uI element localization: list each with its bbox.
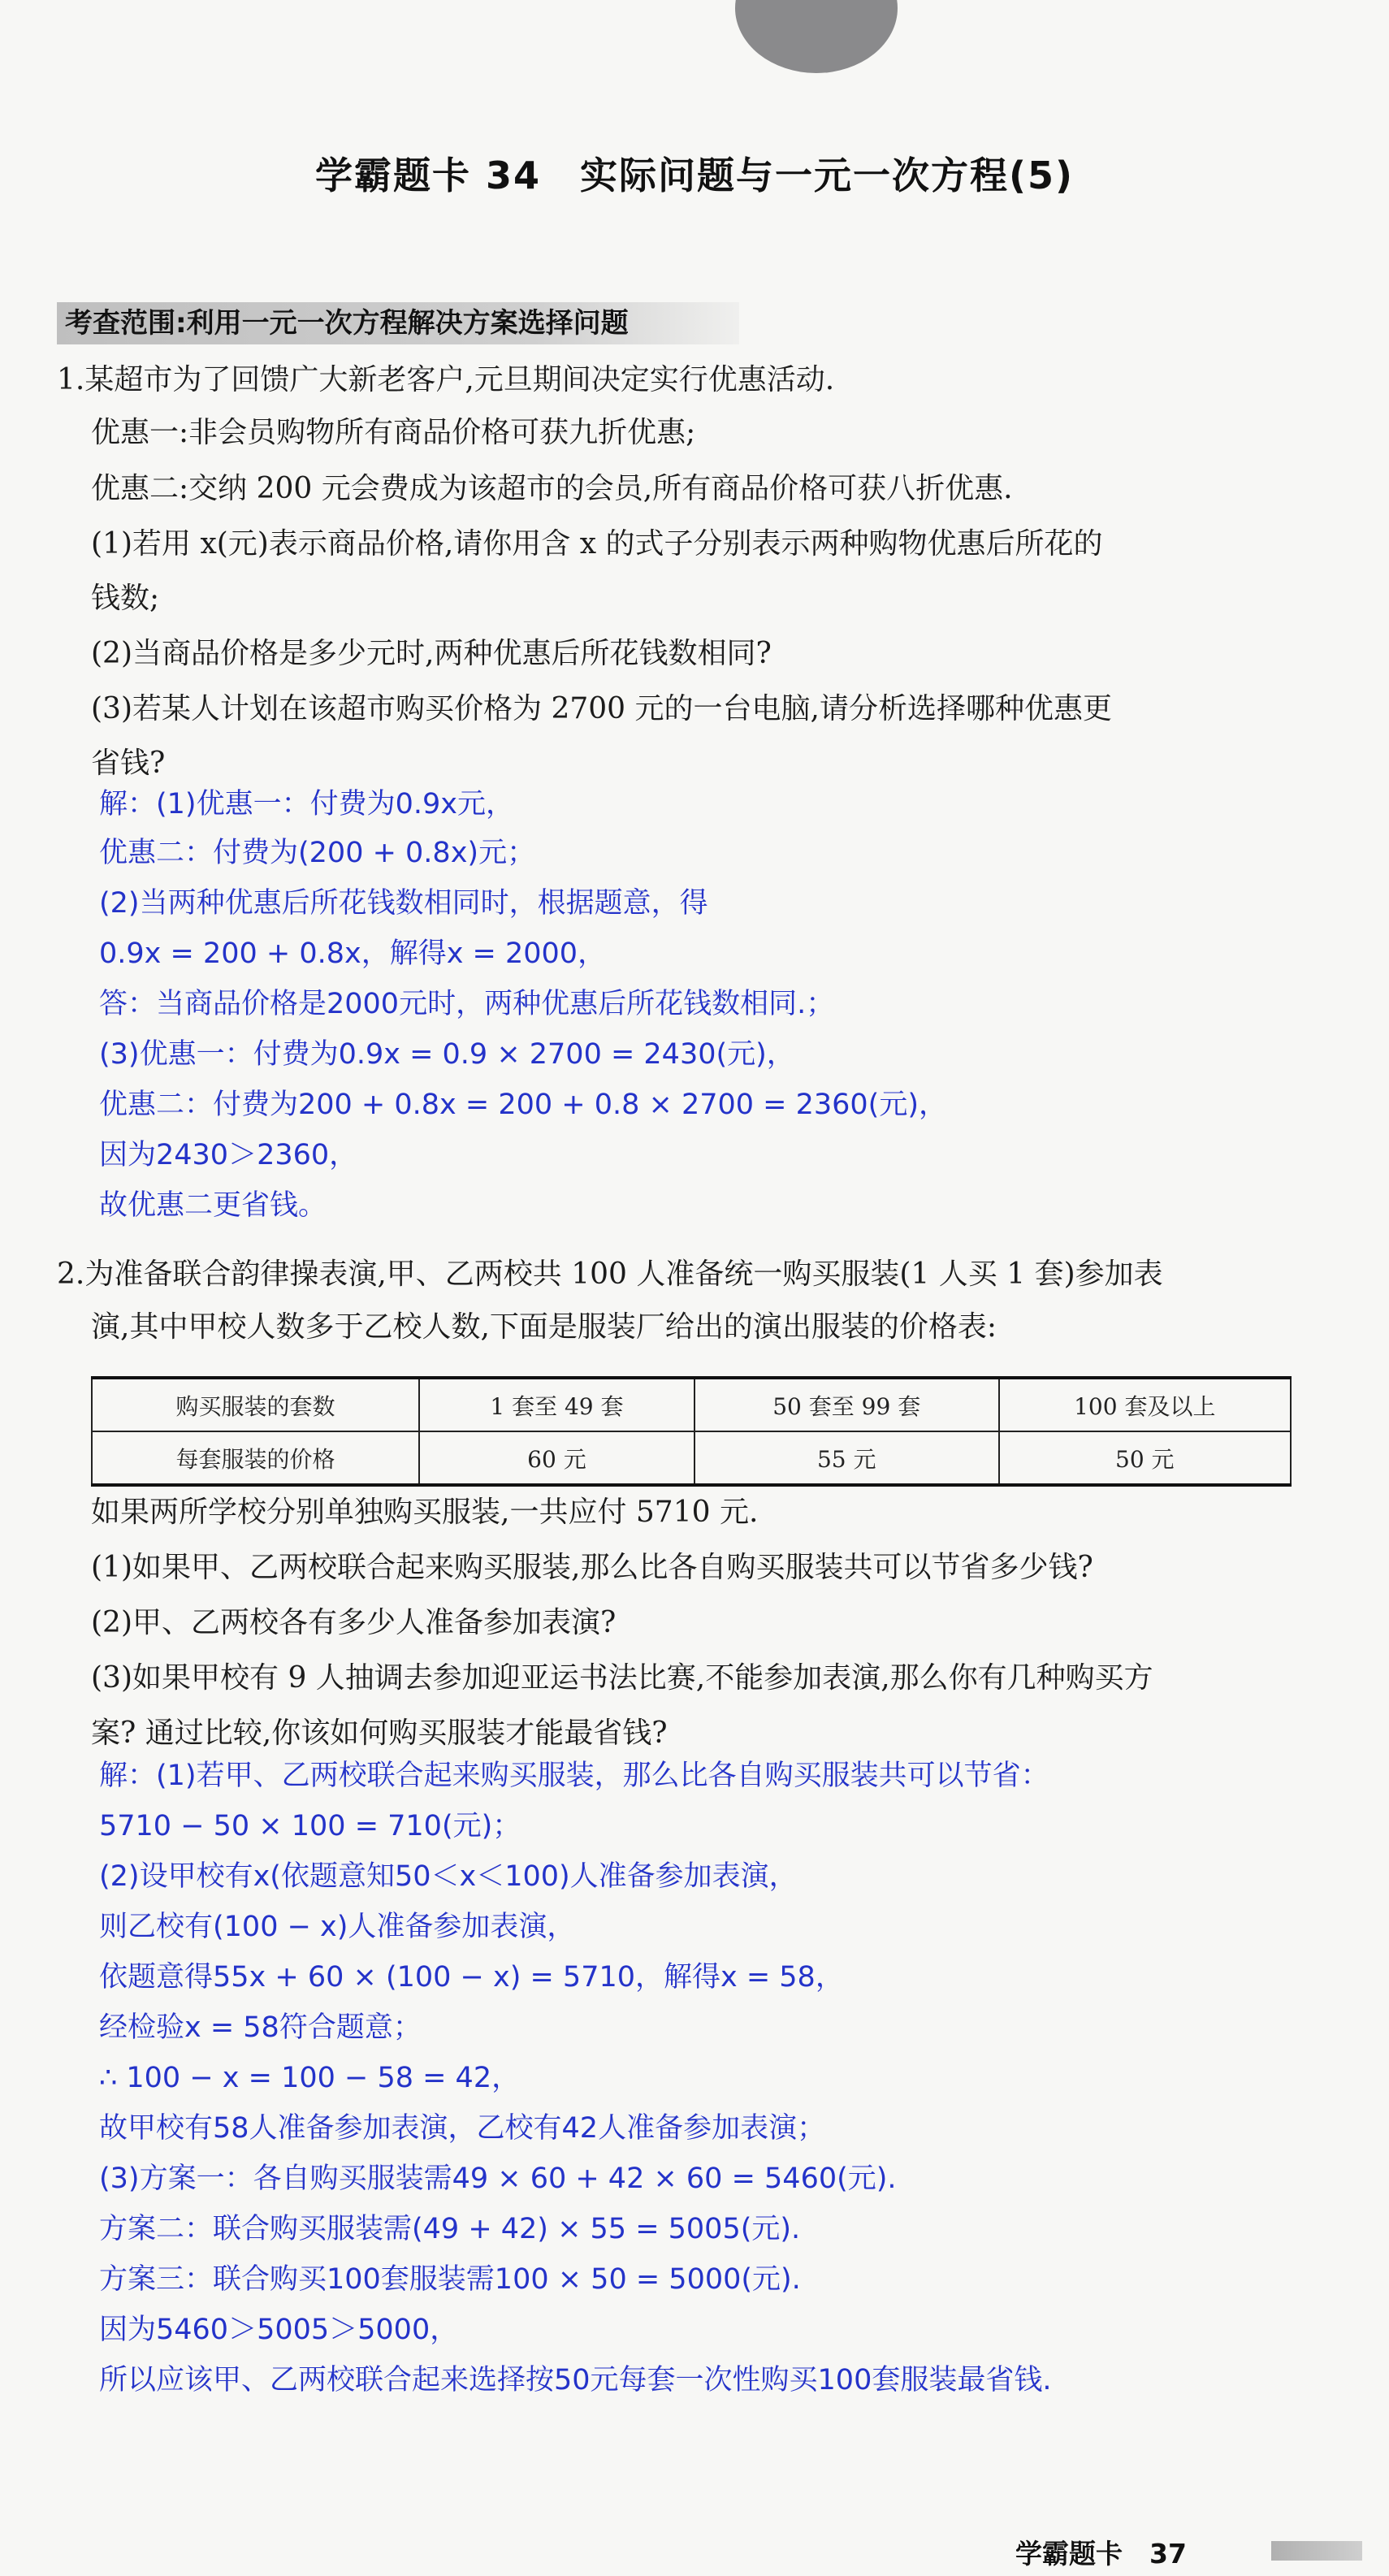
q2-answer-line: 经检验x = 58符合题意； [99,2011,422,2044]
table-cell: 1 套至 49 套 [419,1378,694,1431]
q1-answer-line: 优惠二：付费为200 + 0.8x = 200 + 0.8 × 2700 = 2360(元)， [99,1089,947,1121]
q2-answer-line: 则乙校有(100 − x)人准备参加表演， [99,1911,576,1943]
q1-line: 省钱? [91,747,166,780]
q2-line: 案? 通过比较,你该如何购买服装才能最省钱? [91,1717,668,1750]
q2-answer-line: 方案三：联合购买100套服装需100 × 50 = 5000(元). [99,2263,801,2296]
q1-answer-line: 0.9x = 200 + 0.8x，解得x = 2000， [99,937,607,970]
q1-answer-line: 故优惠二更省钱。 [99,1189,327,1222]
q2-line: (2)甲、乙两校各有多少人准备参加表演? [91,1606,617,1639]
q2-answer-line: 5710 − 50 × 100 = 710(元)； [99,1810,521,1842]
q1-answer-line: 答：当商品价格是2000元时，两种优惠后所花钱数相同.； [99,988,835,1020]
q1-answer-line: (3)优惠一：付费为0.9x = 0.9 × 2700 = 2430(元)， [99,1038,795,1071]
q2-answer-line: 方案二：联合购买服装需(49 + 42) × 55 = 5005(元). [99,2213,801,2245]
footer-page-label: 学霸题卡 37 [1015,2538,1187,2570]
q2-line: 2.为准备联合韵律操表演,甲、乙两校共 100 人准备统一购买服装(1 人买 1 套)参加表 [57,1258,1163,1291]
page-tab-decoration [735,0,898,73]
q2-line: 如果两所学校分别单独购买服装,一共应付 5710 元. [91,1496,759,1529]
q1-answer-line: (2)当两种优惠后所花钱数相同时，根据题意，得 [99,887,708,920]
q1-line: 钱数; [91,582,160,615]
q2-answer-line: 故甲校有58人准备参加表演，乙校有42人准备参加表演； [99,2112,826,2145]
q1-line: (1)若用 x(元)表示商品价格,请你用含 x 的式子分别表示两种购物优惠后所花的 [91,527,1103,561]
table-cell: 60 元 [419,1431,694,1485]
table-cell: 50 套至 99 套 [694,1378,999,1431]
q1-answer-line: 解：(1)优惠一：付费为0.9x元， [99,788,514,820]
price-table [91,1376,1292,1487]
q1-line: 优惠一:非会员购物所有商品价格可获九折优惠; [91,416,696,449]
table-cell: 100 套及以上 [999,1378,1291,1431]
page-title: 学霸题卡 34 实际问题与一元一次方程(5) [314,154,1075,197]
q2-answer-line: (3)方案一：各自购买服装需49 × 60 + 42 × 60 = 5460(元). [99,2163,897,2195]
q1-answer-line: 因为2430＞2360， [99,1139,358,1171]
q1-line: 优惠二:交纳 200 元会费成为该超市的会员,所有商品价格可获八折优惠. [91,472,1013,505]
table-cell: 55 元 [694,1431,999,1485]
table-cell: 每套服装的价格 [92,1431,419,1485]
q1-answer-line: 优惠二：付费为(200 + 0.8x)元； [99,837,536,869]
q2-line: (3)如果甲校有 9 人抽调去参加迎亚运书法比赛,不能参加表演,那么你有几种购买方 [91,1661,1153,1695]
q2-answer-line: (2)设甲校有x(依题意知50＜x＜100)人准备参加表演， [99,1860,798,1893]
q2-line: (1)如果甲、乙两校联合起来购买服装,那么比各自购买服装共可以节省多少钱? [91,1551,1093,1584]
q2-answer-line: ∴ 100 − x = 100 − 58 = 42， [99,2062,521,2094]
q1-line: (3)若某人计划在该超市购买价格为 2700 元的一台电脑,请分析选择哪种优惠更 [91,692,1112,725]
table-cell: 购买服装的套数 [92,1378,419,1431]
q1-line: (2)当商品价格是多少元时,两种优惠后所花钱数相同? [91,637,772,670]
q1-line: 1.某超市为了回馈广大新老客户,元旦期间决定实行优惠活动. [57,363,835,396]
footer-bar-decoration [1271,2541,1362,2561]
table-cell: 50 元 [999,1431,1291,1485]
q2-line: 演,其中甲校人数多于乙校人数,下面是服装厂给出的演出服装的价格表: [91,1310,997,1344]
q2-answer-line: 依题意得55x + 60 × (100 − x) = 5710，解得x = 58， [99,1961,844,1994]
scope-banner: 考查范围:利用一元一次方程解决方案选择问题 [57,302,739,344]
table-row [92,1431,1291,1485]
q2-answer-line: 解：(1)若甲、乙两校联合起来购买服装，那么比各自购买服装共可以节省： [99,1760,1049,1792]
q2-answer-line: 所以应该甲、乙两校联合起来选择按50元每套一次性购买100套服装最省钱. [99,2364,1052,2396]
q2-answer-line: 因为5460＞5005＞5000， [99,2314,459,2346]
table-row [92,1378,1291,1431]
